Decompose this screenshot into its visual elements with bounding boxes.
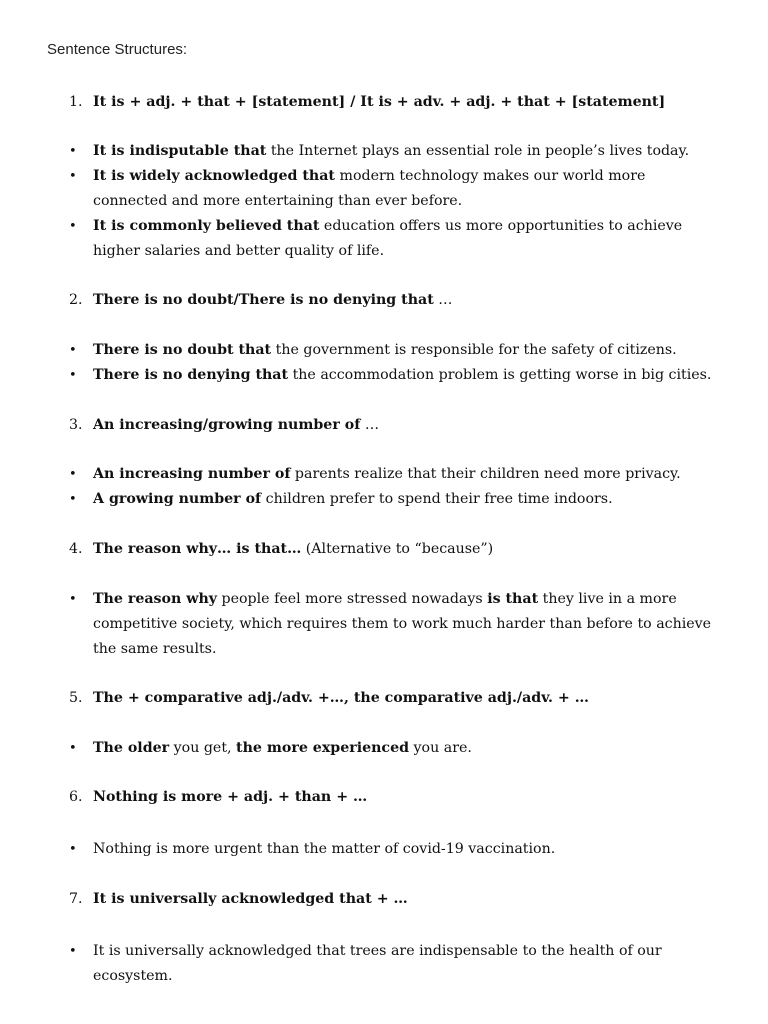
list-item bbox=[93, 139, 713, 164]
bullet-text: the Internet plays an essential role in people’s lives today. bbox=[266, 143, 690, 159]
section-heading-1 bbox=[69, 91, 665, 113]
section-number: 2. bbox=[69, 292, 83, 308]
section-heading-text: An increasing/growing number of bbox=[93, 417, 361, 433]
bullet-text: the government is responsible for the safety of citizens. bbox=[271, 342, 677, 358]
bullet-text: children prefer to spend their free time indoors. bbox=[261, 491, 613, 507]
section-heading-text: It is universally acknowledged that + … bbox=[93, 891, 408, 907]
bullet-bold: The reason why bbox=[93, 591, 218, 607]
section-number: 5. bbox=[69, 690, 83, 706]
bullet-text: parents realize that their children need more privacy. bbox=[290, 466, 681, 482]
bullet-bold: It is widely acknowledged that bbox=[93, 168, 335, 184]
section-heading-text: The reason why… is that… bbox=[93, 541, 302, 557]
section-heading-text: The + comparative adj./adv. +…, the comparative adj./adv. + … bbox=[93, 690, 589, 706]
section-heading-suffix: … bbox=[433, 292, 453, 308]
section-heading-3 bbox=[69, 414, 379, 436]
list-item bbox=[93, 736, 713, 761]
section-number: 7. bbox=[69, 891, 83, 907]
bullet-bold: There is no denying that bbox=[93, 367, 289, 383]
bullet-bold: There is no doubt that bbox=[93, 342, 272, 358]
bullet-text: you are. bbox=[409, 740, 472, 756]
bullet-text: they live in a more competitive society, which requires them to work much harder than before to achieve the same results. bbox=[93, 591, 712, 657]
list-item bbox=[93, 462, 713, 487]
section-heading-6 bbox=[69, 786, 367, 808]
section-heading-text: It is + adj. + that + [statement] / It is + adv. + adj. + that + [statement] bbox=[93, 94, 666, 110]
bullet-bold: the more experienced bbox=[236, 740, 410, 756]
section-heading-2 bbox=[69, 289, 453, 311]
bullet-bold: A growing number of bbox=[93, 491, 262, 507]
list-item bbox=[93, 164, 713, 214]
bullet-bold: The older bbox=[93, 740, 170, 756]
bullet-text: It is universally acknowledged that trees are indispensable to the health of our ecosystem. bbox=[93, 943, 662, 984]
section-number: 6. bbox=[69, 789, 83, 805]
list-item bbox=[93, 587, 713, 662]
section-number: 3. bbox=[69, 417, 83, 433]
bullet-text: Nothing is more urgent than the matter of covid-19 vaccination. bbox=[93, 841, 556, 857]
section-heading-suffix: … bbox=[360, 417, 380, 433]
list-item bbox=[93, 214, 713, 264]
section-heading-suffix: (Alternative to “because”) bbox=[301, 541, 494, 557]
section-heading-text: There is no doubt/There is no denying that bbox=[93, 292, 434, 308]
bullet-bold: is that bbox=[487, 591, 539, 607]
section-heading-4 bbox=[69, 538, 493, 560]
section-number: 1. bbox=[69, 94, 83, 110]
bullet-text: education offers us more opportunities to achieve higher salaries and better quality of life. bbox=[93, 218, 683, 259]
bullet-bold: It is commonly believed that bbox=[93, 218, 320, 234]
list-item bbox=[93, 363, 713, 388]
page-title: Sentence Structures: bbox=[47, 41, 188, 58]
section-heading-7 bbox=[69, 888, 408, 910]
bullet-text: people feel more stressed nowadays bbox=[217, 591, 488, 607]
bullet-bold: It is indisputable that bbox=[93, 143, 267, 159]
list-item bbox=[93, 487, 713, 512]
list-item bbox=[93, 837, 713, 862]
section-heading-text: Nothing is more + adj. + than + … bbox=[93, 789, 368, 805]
section-heading-5 bbox=[69, 687, 589, 709]
bullet-text: you get, bbox=[169, 740, 237, 756]
section-number: 4. bbox=[69, 541, 83, 557]
list-item bbox=[93, 939, 713, 989]
bullet-bold: An increasing number of bbox=[93, 466, 291, 482]
bullet-text: modern technology makes our world more connected and more entertaining than ever before. bbox=[93, 168, 646, 209]
list-item bbox=[93, 338, 713, 363]
bullet-text: the accommodation problem is getting worse in big cities. bbox=[288, 367, 712, 383]
